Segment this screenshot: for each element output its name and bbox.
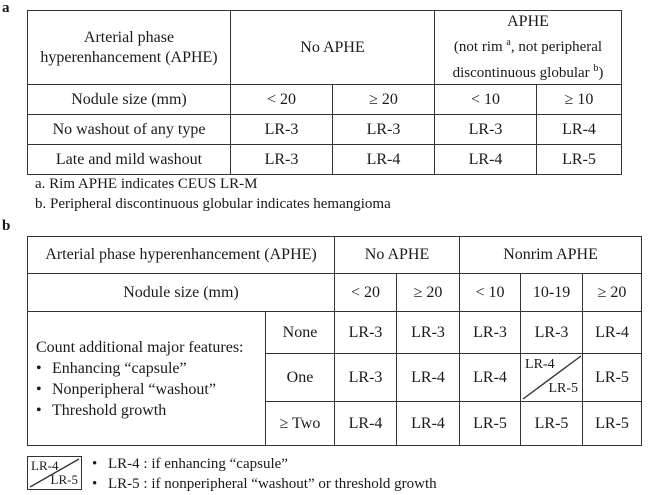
footnotes-a [35, 174, 391, 214]
size-col: ≥ 20 [333, 85, 435, 115]
cell: LR-4 [460, 354, 521, 402]
size-label: Nodule size (mm) [28, 85, 231, 115]
feature-item: • Threshold growth [50, 400, 265, 421]
legend-item: • LR-4 : if enhancing “capsule” [92, 454, 437, 474]
table-row [28, 312, 642, 354]
header-nonrim-aphe: Nonrim APHE [460, 237, 642, 274]
header-aphe-sub: (not rim $^a$, not peripheral discontinuous globular $^b$) [452, 37, 604, 81]
feature-item: • Nonperipheral “washout” [50, 379, 265, 400]
size-col: ≥ 10 [537, 85, 622, 115]
cell: LR-3 [460, 312, 521, 354]
table-row [28, 115, 622, 145]
header-no-aphe: No APHE [335, 237, 460, 274]
cell: LR-5 [537, 145, 622, 175]
features-list [36, 358, 265, 421]
size-col: < 20 [231, 85, 333, 115]
cell: LR-5 [583, 354, 642, 402]
size-col: < 10 [435, 85, 537, 115]
header-aphe-title: APHE [507, 13, 549, 30]
split-top: LR-4 [525, 357, 555, 372]
size-col: < 10 [460, 274, 521, 312]
footnote: a. Rim APHE indicates CEUS LR-M [35, 176, 258, 192]
cell: LR-4 [435, 145, 537, 175]
features-cell [28, 312, 266, 446]
cell: LR-4 [537, 115, 622, 145]
cell: LR-3 [397, 312, 460, 354]
feature-item: • Enhancing “capsule” [50, 358, 265, 379]
header-aphe: Arterial phase hyperenhancement (APHE) [28, 11, 231, 85]
count-label: ≥ Two [266, 402, 335, 446]
split-cell [521, 354, 583, 402]
cell: LR-3 [335, 312, 397, 354]
count-label: One [266, 354, 335, 402]
size-label: Nodule size (mm) [28, 274, 335, 312]
cell: LR-4 [335, 402, 397, 446]
cell: LR-3 [435, 115, 537, 145]
legend-box-bottom: LR-5 [50, 472, 78, 487]
cell: LR-5 [460, 402, 521, 446]
count-label: None [266, 312, 335, 354]
row-label: Late and mild washout [28, 145, 231, 175]
header-aphe-col [435, 11, 622, 85]
header-aphe: Arterial phase hyperenhancement (APHE) [28, 237, 335, 274]
cell: LR-4 [583, 312, 642, 354]
cell: LR-3 [333, 115, 435, 145]
size-col: 10-19 [521, 274, 583, 312]
size-col: ≥ 20 [397, 274, 460, 312]
legend-item: • LR-5 : if nonperipheral “washout” or threshold growth [92, 474, 437, 494]
cell: LR-3 [335, 354, 397, 402]
legend-split-box [27, 456, 82, 490]
cell: LR-4 [397, 402, 460, 446]
panel-b-label: b [2, 218, 11, 234]
size-col: ≥ 20 [583, 274, 642, 312]
size-col: < 20 [335, 274, 397, 312]
panel-a-label: a [2, 0, 10, 16]
cell: LR-3 [231, 115, 333, 145]
row-label: No washout of any type [28, 115, 231, 145]
cell: LR-4 [397, 354, 460, 402]
footnote: b. Peripheral discontinuous globular indicates hemangioma [35, 196, 391, 212]
cell: LR-5 [521, 402, 583, 446]
table-row [28, 145, 622, 175]
legend-box-top: LR-4 [31, 458, 59, 473]
table-a [27, 10, 622, 175]
features-title: Count additional major features: [36, 338, 244, 356]
cell: LR-4 [333, 145, 435, 175]
cell: LR-3 [231, 145, 333, 175]
table-b [27, 236, 642, 446]
legend-list [92, 454, 437, 494]
header-no-aphe: No APHE [231, 11, 435, 85]
cell: LR-3 [521, 312, 583, 354]
split-bottom: LR-5 [548, 381, 579, 397]
cell: LR-5 [583, 402, 642, 446]
